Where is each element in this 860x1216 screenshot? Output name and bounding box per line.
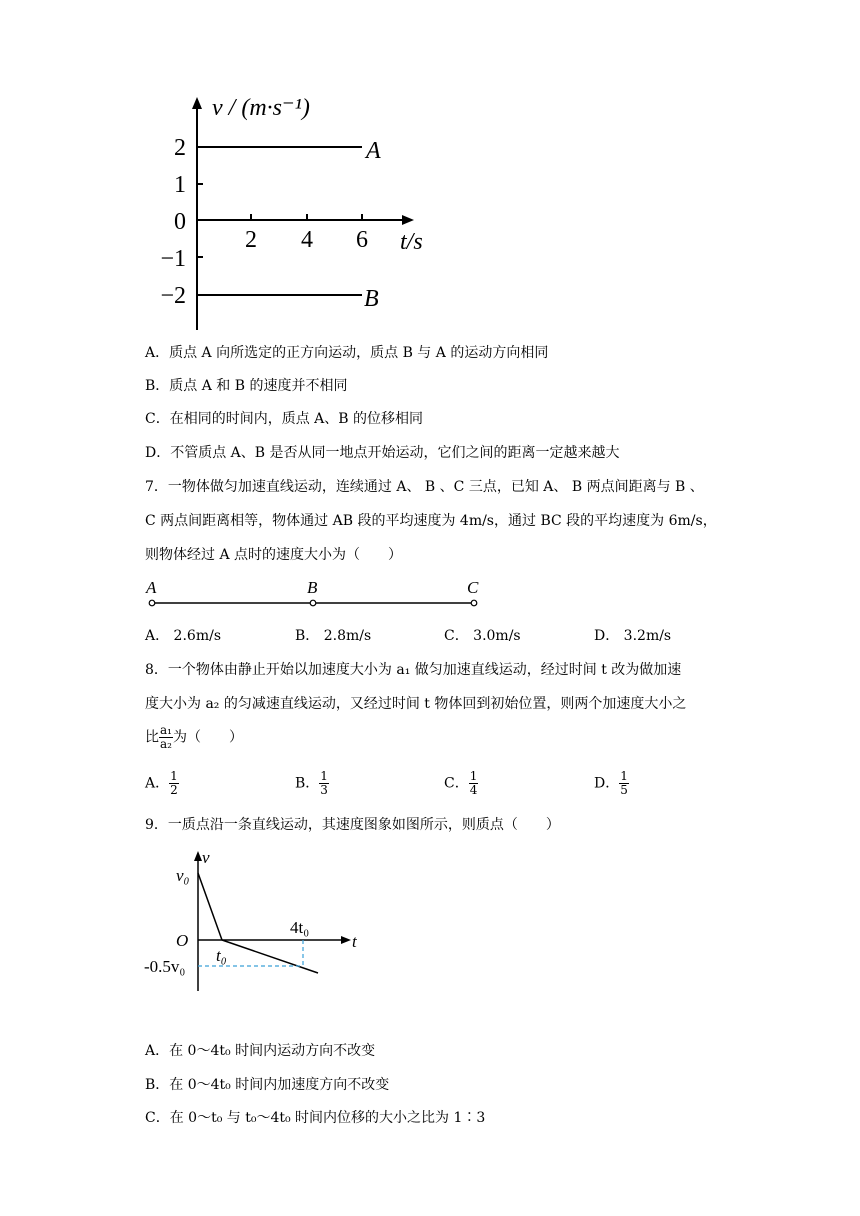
q8-stem-line3 xyxy=(145,724,243,751)
fraction-numerator: 1 xyxy=(170,769,178,783)
option-letter: C． xyxy=(444,775,469,792)
q9-option-c: C．在 0～t₀ 与 t₀～4t₀ 时间内位移的大小之比为 1∶3 xyxy=(145,1110,486,1126)
x-tick-label: 6 xyxy=(356,227,368,253)
x-tick-label: 2 xyxy=(245,227,257,253)
point-c xyxy=(471,600,477,606)
fraction-denominator: 5 xyxy=(620,783,628,797)
y-tick-label: 0 xyxy=(174,209,186,235)
line-a-label: A xyxy=(366,138,381,164)
y-axis-arrow xyxy=(192,97,202,109)
q6-option-d: D．不管质点 A、B 是否从同一地点开始运动，它们之间的距离一定越来越大 xyxy=(145,445,620,461)
four-t0-label: 4t₀ xyxy=(290,918,310,937)
q7-option-b: B． 2.8m/s xyxy=(295,628,372,644)
velocity-graph-ab xyxy=(150,85,440,335)
velocity-segment-2 xyxy=(222,940,318,973)
point-b xyxy=(310,600,316,606)
y-axis-label: v / (m·s⁻¹) xyxy=(212,95,310,121)
q8-option-d xyxy=(594,770,629,797)
q8-ratio-fraction xyxy=(159,724,173,751)
fraction-denominator: 2 xyxy=(170,783,178,797)
q8-option-b xyxy=(295,770,329,797)
option-fraction xyxy=(169,770,179,797)
option-letter: D． xyxy=(594,775,620,792)
point-a-label: A xyxy=(146,578,157,597)
option-letter: A． xyxy=(145,775,170,792)
q9-option-a: A．在 0～4t₀ 时间内运动方向不改变 xyxy=(145,1043,376,1059)
q8-ratio-suffix: 为（ ） xyxy=(172,729,243,746)
q7-option-c: C． 3.0m/s xyxy=(444,628,521,644)
q8-stem-line1: 8．一个物体由静止开始以加速度大小为 a₁ 做匀加速直线运动，经过时间 t 改为做加速 xyxy=(145,662,682,678)
fraction-numerator: 1 xyxy=(320,769,328,783)
q8-stem-line2: 度大小为 a₂ 的匀减速直线运动，又经过时间 t 物体回到初始位置，则两个加速度大小之 xyxy=(145,696,687,712)
neg-velocity-label: -0.5v₀ xyxy=(144,957,186,976)
point-b-label: B xyxy=(307,578,318,597)
fraction-denominator: 4 xyxy=(469,783,478,797)
x-axis-label: t xyxy=(352,932,357,951)
q7-segment-diagram xyxy=(140,575,490,613)
y-tick-label: 1 xyxy=(174,172,186,198)
fraction-denominator: a₂ xyxy=(160,737,172,751)
q7-option-d: D． 3.2m/s xyxy=(594,628,672,644)
v0-label: v₀ xyxy=(176,866,190,885)
q6-option-b: B．质点 A 和 B 的速度并不相同 xyxy=(145,378,348,394)
q6-option-c: C．在相同的时间内，质点 A、B 的位移相同 xyxy=(145,411,424,427)
q7-stem-line3: 则物体经过 A 点时的速度大小为（ ） xyxy=(145,547,403,563)
y-axis-arrow xyxy=(194,851,202,861)
y-axis-label: v xyxy=(202,848,210,867)
origin-label: O xyxy=(176,931,189,950)
fraction-numerator: 1 xyxy=(620,769,628,783)
x-axis-arrow xyxy=(402,215,414,225)
q8-option-a xyxy=(145,770,179,797)
q9-velocity-graph xyxy=(140,845,380,995)
fraction-denominator: 3 xyxy=(320,783,328,797)
q9-stem: 9．一质点沿一条直线运动，其速度图象如图所示，则质点（ ） xyxy=(145,817,560,833)
velocity-segment-1 xyxy=(198,873,222,940)
q9-option-b: B．在 0～4t₀ 时间内加速度方向不改变 xyxy=(145,1077,390,1093)
fraction-numerator: a₁ xyxy=(160,723,172,737)
y-tick-label: −1 xyxy=(160,246,186,272)
line-b-label: B xyxy=(364,286,379,312)
t0-label: t₀ xyxy=(216,946,227,965)
q7-stem-line1: 7．一物体做匀加速直线运动，连续通过 A、 B 、C 三点，已知 A、 B 两点间距离与 B 、 xyxy=(145,479,704,495)
point-c-label: C xyxy=(467,578,479,597)
x-axis-label: t/s xyxy=(400,229,423,255)
option-fraction xyxy=(469,770,479,797)
x-axis-arrow xyxy=(341,936,351,944)
y-tick-label: −2 xyxy=(160,283,186,309)
q8-ratio-prefix: 比 xyxy=(145,729,159,746)
option-fraction xyxy=(619,770,629,797)
q7-stem-line2: C 两点间距离相等，物体通过 AB 段的平均速度为 4m/s，通过 BC 段的平均速度为 6m/s， xyxy=(145,513,717,529)
q6-option-a: A．质点 A 向所选定的正方向运动，质点 B 与 A 的运动方向相同 xyxy=(145,345,549,361)
option-fraction xyxy=(319,770,329,797)
y-tick-label: 2 xyxy=(174,135,186,161)
point-a xyxy=(149,600,155,606)
fraction-numerator: 1 xyxy=(469,769,478,783)
q7-option-a: A． 2.6m/s xyxy=(145,628,222,644)
x-tick-label: 4 xyxy=(301,227,313,253)
q8-option-c xyxy=(444,770,478,797)
option-letter: B． xyxy=(295,775,320,792)
